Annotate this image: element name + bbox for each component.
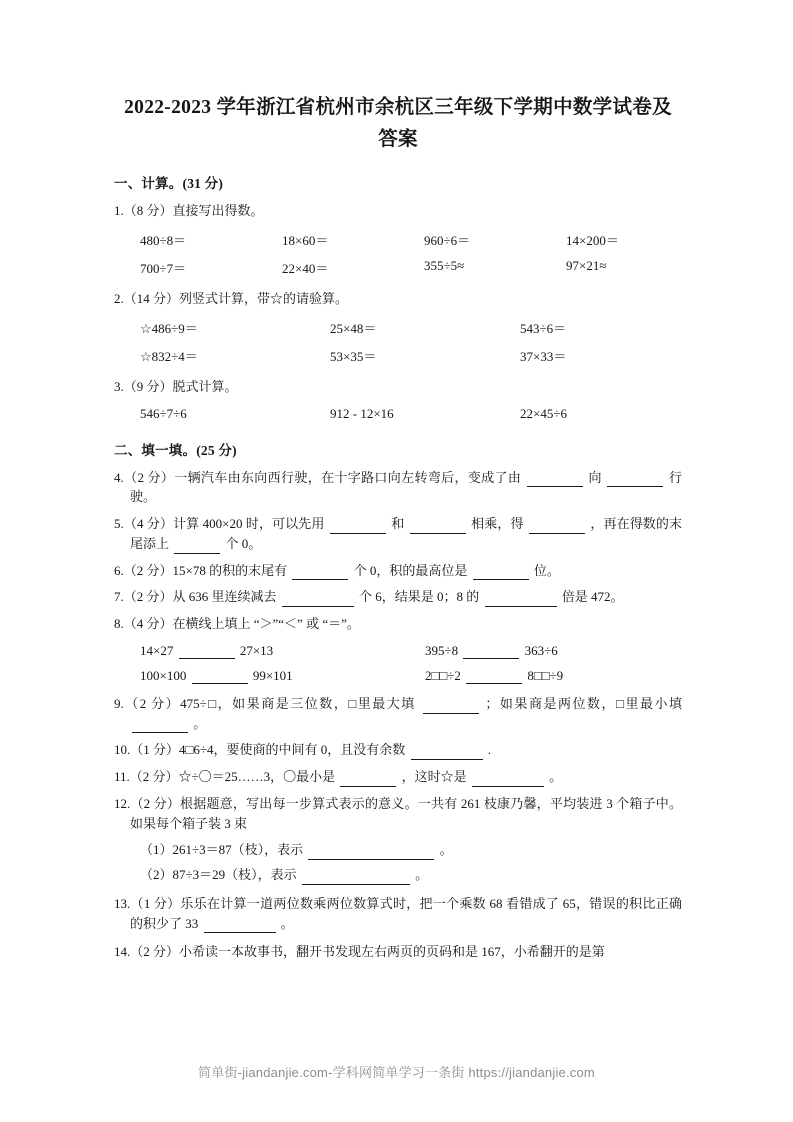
expression: 22×40＝	[282, 261, 329, 277]
expression: 22×45÷6	[520, 405, 567, 421]
answer-blank[interactable]	[463, 646, 519, 659]
answer-blank[interactable]	[174, 540, 220, 553]
answer-blank[interactable]	[410, 521, 466, 534]
answer-blank[interactable]	[466, 671, 522, 684]
question-5-text-part-2: 和	[391, 516, 405, 532]
expression: 355÷5≈	[424, 258, 465, 274]
comparison-pair	[425, 668, 710, 684]
answer-blank[interactable]	[282, 594, 354, 607]
question-8-row-1	[114, 643, 682, 659]
expression: ☆486÷9＝	[140, 320, 198, 336]
question-5-text-part-3: 相乘，得	[471, 516, 524, 532]
page-title: 2022-2023 学年浙江省杭州市余杭区三年级下学期中数学试卷及答案	[124, 97, 672, 151]
expression: 543÷6＝	[520, 320, 567, 336]
comparison-right: 8□□÷9	[527, 667, 564, 683]
question-10	[114, 740, 682, 760]
question-13-text-part-1: 13.（1 分）乐乐在计算一道两位数乘两位数算式时，把一个乘数 68 看错成了 65，错误的积比正确的积少了 33	[114, 895, 682, 931]
footer-watermark: 简单街-jiandanjie.com-学科网简单学习一条街 https://jiandanjie.com	[198, 1065, 595, 1080]
question-4-text-part-3: 行驶。	[130, 469, 683, 505]
document-body	[114, 92, 682, 969]
question-6	[114, 561, 682, 581]
question-12-sub-1	[114, 840, 682, 860]
question-2-row-1	[114, 318, 682, 337]
question-7-text-part-2: 个 6，结果是 0；8 的	[359, 589, 480, 605]
expression: 37×33＝	[520, 348, 567, 364]
question-3-stem: 3.（9 分）脱式计算。	[114, 378, 238, 394]
expression: 960÷6＝	[424, 233, 471, 249]
comparison-left: 14×27	[140, 642, 174, 658]
answer-blank[interactable]	[302, 872, 410, 885]
question-5-text-part-1: 5.（4 分）计算 400×20 时，可以先用	[114, 516, 325, 532]
question-7-text-part-3: 倍是 472。	[561, 589, 624, 605]
answer-blank[interactable]	[192, 671, 248, 684]
answer-blank[interactable]	[308, 847, 434, 860]
question-1-stem: 1.（8 分）直接写出得数。	[114, 203, 264, 219]
question-3-row-1	[114, 406, 682, 422]
question-5	[114, 514, 682, 554]
question-12-sub-2	[114, 865, 682, 885]
comparison-left: 395÷8	[425, 642, 459, 658]
expression: 480÷8＝	[140, 233, 187, 249]
answer-blank[interactable]	[472, 774, 544, 787]
answer-blank[interactable]	[179, 646, 235, 659]
question-11	[114, 767, 682, 787]
question-4	[114, 468, 682, 508]
question-9-text-part-1: 9.（2 分）475÷□，如果商是三位数，□里最大填	[114, 695, 416, 711]
answer-blank[interactable]	[529, 521, 585, 534]
comparison-pair	[140, 643, 425, 659]
comparison-right: 363÷6	[524, 642, 558, 658]
answer-blank[interactable]	[411, 747, 483, 760]
question-12-sub-2-text: （2）87÷3＝29（枝），表示	[140, 867, 297, 883]
answer-blank[interactable]	[607, 474, 663, 487]
question-11-text-part-1: 11.（2 分）☆÷〇＝25……3，〇最小是	[114, 769, 336, 785]
question-10-text-part-2: .	[487, 742, 491, 758]
question-12-sub-1-period: 。	[439, 842, 453, 858]
question-2-stem: 2.（14 分）列竖式计算，带☆的请验算。	[114, 291, 349, 307]
expression: 912 - 12×16	[330, 405, 394, 421]
expression: ☆832÷4＝	[140, 348, 198, 364]
question-9-text-part-2: ；如果商是两位数，□里最小填	[485, 695, 683, 711]
question-5-text-part-5: 个 0。	[225, 535, 262, 551]
answer-blank[interactable]	[132, 720, 188, 733]
question-12-sub-1-text: （1）261÷3＝87（枝），表示	[140, 842, 304, 858]
answer-blank[interactable]	[340, 774, 396, 787]
question-2-row-2	[114, 346, 682, 365]
section-heading-fill-in-blank: 二、填一填。(25 分)	[114, 442, 237, 458]
question-6-text-part-1: 6.（2 分）15×78 的积的末尾有	[114, 562, 288, 578]
question-6-text-part-2: 个 0，积的最高位是	[353, 562, 468, 578]
answer-blank[interactable]	[423, 700, 479, 713]
question-4-text-part-2: 向	[588, 469, 602, 485]
question-11-text-part-2: ，这时☆是	[401, 769, 467, 785]
question-14	[114, 942, 682, 962]
question-12-stem: 12.（2 分）根据题意，写出每一步算式表示的意义。一共有 261 枝康乃馨，平均装进 3 个箱子中。如果每个箱子装 3 束	[114, 795, 682, 831]
question-1-row-2	[114, 258, 682, 277]
comparison-pair	[425, 643, 710, 659]
question-1-row-1	[114, 230, 682, 249]
comparison-left: 100×100	[140, 667, 187, 683]
question-8-stem: 8.（4 分）在横线上填上 “＞”“＜” 或 “＝”。	[114, 616, 360, 632]
answer-blank[interactable]	[527, 474, 583, 487]
question-14-text-part-1: 14.（2 分）小希读一本故事书，翻开书发现左右两页的页码和是 167，小希翻开的是第	[114, 944, 605, 960]
expression: 546÷7÷6	[140, 405, 187, 421]
comparison-right: 27×13	[239, 642, 274, 658]
expression: 700÷7＝	[140, 261, 187, 277]
question-10-text-part-1: 10.（1 分）4□6÷4，要使商的中间有 0，且没有余数	[114, 742, 406, 758]
comparison-pair	[140, 668, 425, 684]
expression: 14×200＝	[566, 233, 619, 249]
question-8-row-2	[114, 668, 682, 684]
answer-blank[interactable]	[473, 567, 529, 580]
question-13	[114, 894, 682, 934]
answer-blank[interactable]	[204, 920, 276, 933]
question-4-text-part-1: 4.（2 分）一辆汽车由东向西行驶，在十字路口向左转弯后，变成了由	[114, 469, 522, 485]
question-6-text-part-3: 位。	[533, 562, 560, 578]
answer-blank[interactable]	[292, 567, 348, 580]
question-11-text-part-3: 。	[549, 769, 563, 785]
comparison-right: 99×101	[252, 667, 293, 683]
expression: 18×60＝	[282, 233, 329, 249]
expression: 53×35＝	[330, 348, 377, 364]
expression: 97×21≈	[566, 258, 607, 274]
question-9-text-part-3: 。	[193, 715, 207, 731]
section-heading-calculation: 一、计算。(31 分)	[114, 176, 224, 192]
expression: 25×48＝	[330, 320, 377, 336]
question-12-sub-2-period: 。	[415, 867, 429, 883]
question-7-text-part-1: 7.（2 分）从 636 里连续减去	[114, 589, 277, 605]
question-9	[114, 694, 682, 734]
answer-blank[interactable]	[485, 594, 557, 607]
question-13-text-part-2: 。	[280, 915, 294, 931]
comparison-left: 2□□÷2	[425, 667, 461, 683]
answer-blank[interactable]	[330, 521, 386, 534]
question-7	[114, 587, 682, 607]
question-5-text-part-4: ，再在得数的末尾添上	[130, 516, 683, 551]
